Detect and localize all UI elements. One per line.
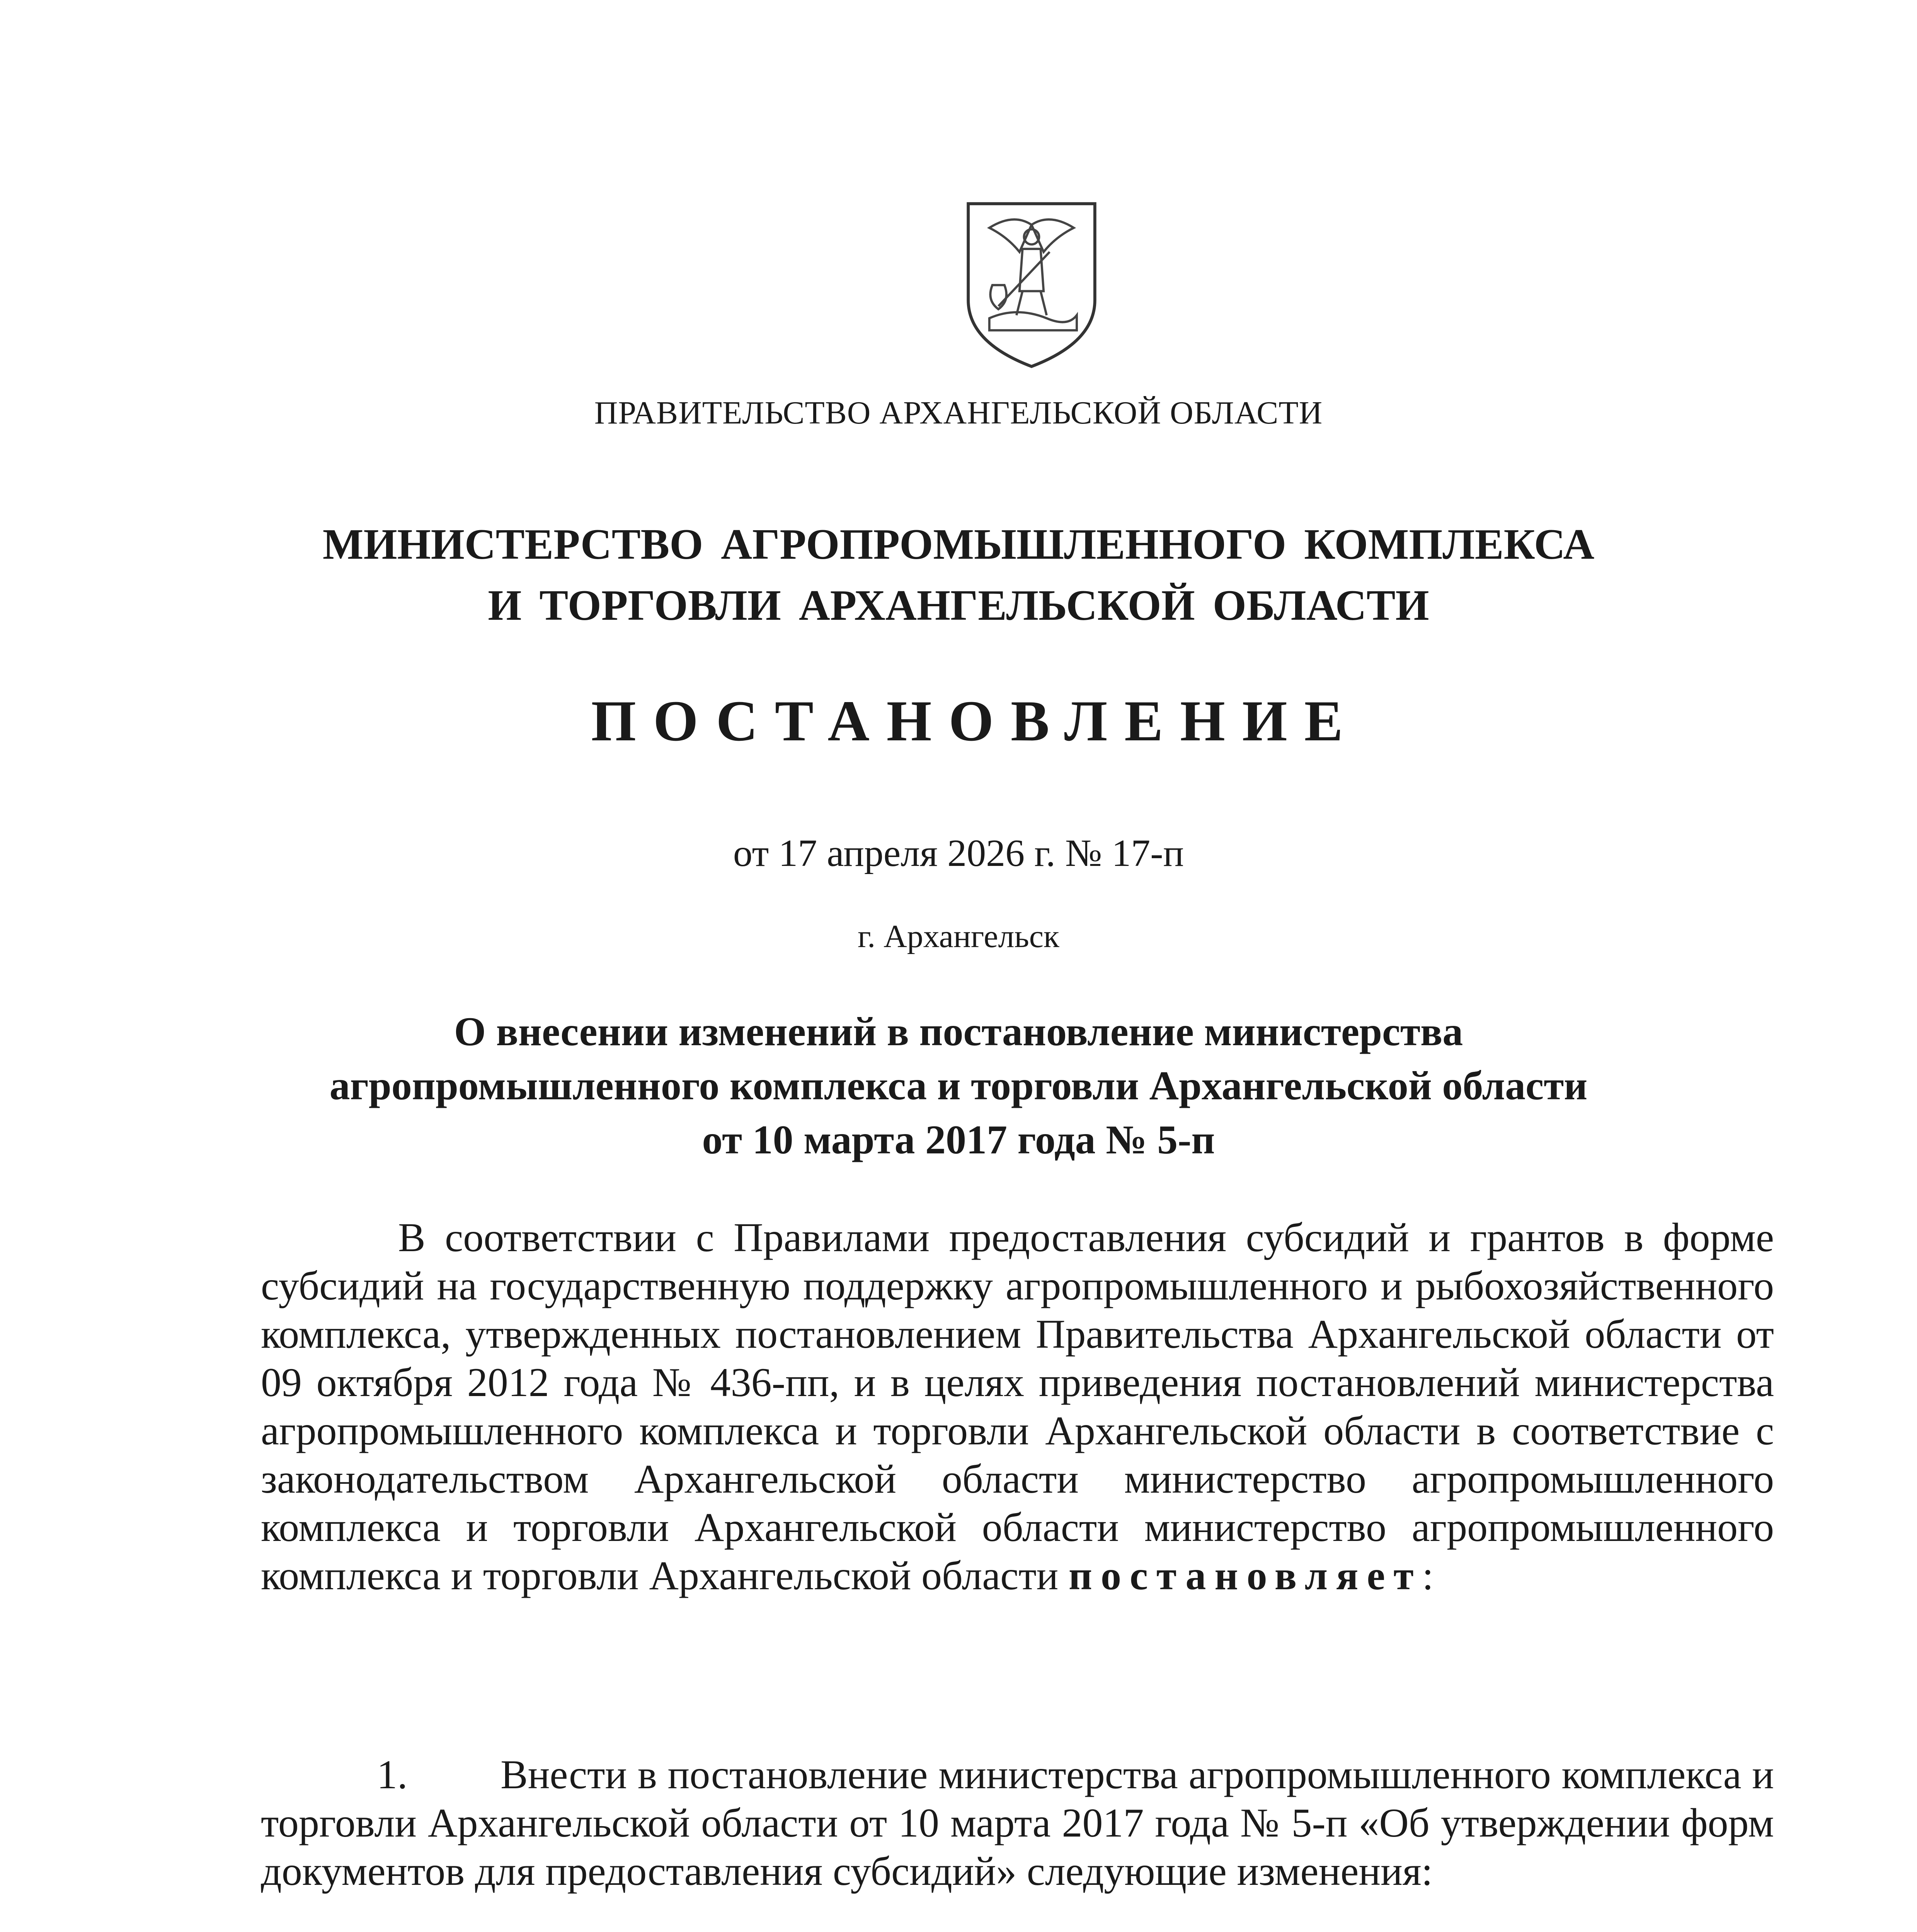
ministry-name [0,514,1917,636]
document-date-number: от 17 апреля 2026 г. № 17-п [733,832,1184,874]
subject-line2: агропромышленного комплекса и торговли Архангельской области [329,1063,1588,1108]
item-1-text: Внести в постановление министерства агропромышленного комплекса и торговли Архангельской области от 10 марта 2017 года № 5-п «Об утверждении форм документов для предоставления субсидий» следующие изменения: [261,1752,1774,1894]
ministry-name-line2: И ТОРГОВЛИ АРХАНГЕЛЬСКОЙ ОБЛАСТИ [488,582,1429,629]
preamble-paragraph [261,1213,1774,1600]
subject-line1: О внесении изменений в постановление министерства [454,1009,1463,1054]
coat-of-arms-emblem [956,191,1107,373]
preamble-text: В соответствии с Правилами предоставления субсидий и грантов в форме субсидий на государственную поддержку агропромышленного и рыбохозяйственного комплекса, утвержденных постановлением Правительства Архангельской области от 09 октября 2012 года № 436-пп, и в целях приведения постановлений министерства агропромышленного комплекса и торговли Архангельской области в соответствие с законодательством Архангельской области министерство агропромышленного комплекса и торговли Архангельской области министерство агропромышленного комплекса и торговли Архангельской области [261,1215,1774,1598]
resolves-suffix: : [1422,1553,1434,1598]
document-city: г. Архангельск [858,918,1059,954]
document-type-title: ПОСТАНОВЛЕНИЕ [591,689,1360,753]
item-1-number: 1. [377,1752,408,1797]
item-1-paragraph [261,1750,1774,1895]
subject-line3: от 10 марта 2017 года № 5-п [702,1117,1215,1162]
document-subject [0,1005,1917,1167]
resolves-word: постановляет [1068,1553,1422,1598]
ministry-name-line1: МИНИСТЕРСТВО АГРОПРОМЫШЛЕННОГО КОМПЛЕКСА [322,520,1595,568]
government-name: ПРАВИТЕЛЬСТВО АРХАНГЕЛЬСКОЙ ОБЛАСТИ [594,395,1323,431]
